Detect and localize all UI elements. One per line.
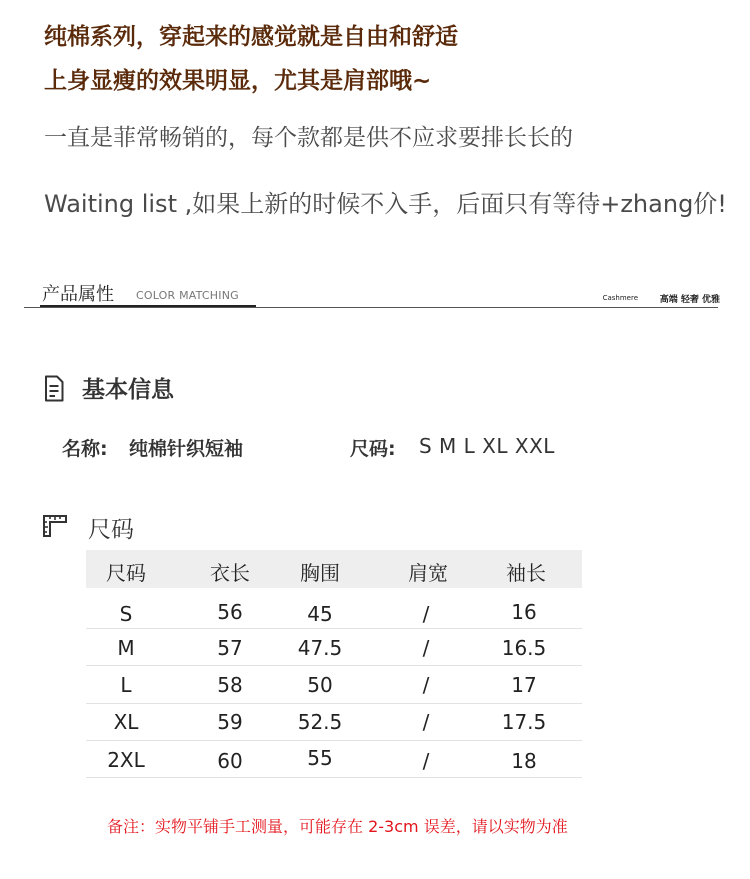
cell-shoulder: / [422, 749, 430, 773]
table-row [86, 742, 582, 779]
size-value: S M L XL XXL [419, 434, 555, 458]
cell-size: S [119, 602, 133, 626]
brand-english: Cashmere [602, 294, 638, 302]
header-length: 衣长 [210, 561, 250, 585]
name-value: 纯棉针织短袖 [129, 438, 244, 460]
ruler-icon [42, 514, 68, 538]
attributes-divider [24, 307, 718, 308]
table-header-row [86, 550, 582, 588]
brand-tagline: 高端 轻奢 优雅 [659, 295, 720, 305]
cell-size: L [120, 673, 132, 697]
cell-size: 2XL [107, 748, 145, 772]
row-divider [86, 777, 582, 778]
size-label: 尺码: [350, 438, 396, 460]
header-size: 尺码 [106, 561, 146, 585]
size-chart-title: 尺码 [88, 517, 134, 543]
row-divider [86, 703, 582, 704]
cell-shoulder: / [422, 602, 430, 626]
header-shoulder: 肩宽 [408, 561, 448, 585]
cell-sleeve: 18 [511, 749, 537, 773]
cell-length: 57 [217, 636, 243, 660]
row-divider [86, 628, 582, 629]
basic-info-title: 基本信息 [82, 377, 174, 403]
row-divider [86, 665, 582, 666]
cell-length: 60 [217, 749, 243, 773]
cell-length: 58 [217, 673, 243, 697]
cell-chest: 52.5 [297, 710, 343, 734]
cell-sleeve: 17 [511, 673, 537, 697]
cell-length: 59 [217, 710, 243, 734]
cell-size: XL [113, 710, 139, 734]
header-chest: 胸围 [300, 561, 340, 585]
cell-chest: 45 [307, 602, 333, 626]
intro-line-4: Waiting list ,如果上新的时候不入手，后面只有等待+zhang价! [44, 190, 727, 218]
cell-sleeve: 16 [511, 600, 537, 624]
intro-line-3: 一直是菲常畅销的，每个款都是供不应求要排长长的 [44, 125, 573, 151]
cell-chest: 47.5 [297, 636, 343, 660]
cell-shoulder: / [422, 636, 430, 660]
cell-chest: 55 [307, 746, 333, 770]
document-icon [44, 375, 64, 402]
row-divider [86, 740, 582, 741]
table-row [86, 705, 582, 742]
attributes-subtitle: COLOR MATCHING [136, 289, 239, 302]
cell-size: M [117, 636, 135, 660]
table-row [86, 667, 582, 704]
cell-shoulder: / [422, 673, 430, 697]
attributes-title: 产品属性 [42, 284, 114, 305]
intro-line-1: 纯棉系列，穿起来的感觉就是自由和舒适 [44, 24, 458, 50]
cell-shoulder: / [422, 710, 430, 734]
cell-sleeve: 16.5 [501, 636, 547, 660]
intro-line-2: 上身显瘦的效果明显，尤其是肩部哦~ [44, 68, 432, 94]
cell-sleeve: 17.5 [501, 710, 547, 734]
table-row [86, 630, 582, 667]
measurement-note: 备注：实物平铺手工测量，可能存在 2-3cm 误差，请以实物为准 [107, 817, 568, 836]
cell-chest: 50 [307, 673, 333, 697]
cell-length: 56 [217, 600, 243, 624]
header-sleeve: 袖长 [506, 561, 546, 585]
name-label: 名称: [62, 438, 108, 460]
